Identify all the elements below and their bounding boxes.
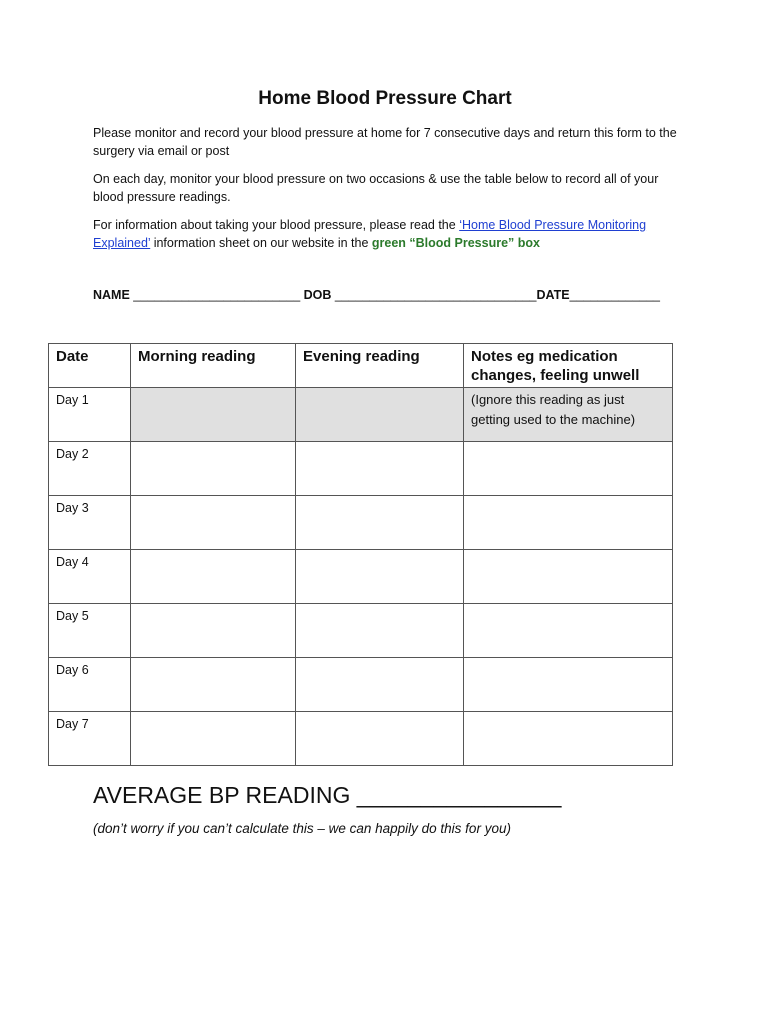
day-label: Day 2 [49,442,131,496]
notes-cell[interactable] [464,604,673,658]
dob-field[interactable]: _____________________________ [334,288,537,302]
day-label: Day 1 [49,388,131,442]
evening-reading-cell[interactable] [296,550,464,604]
table-header-row [49,344,673,388]
evening-reading-cell[interactable] [296,442,464,496]
table-row [49,550,673,604]
name-field[interactable]: ________________________ [133,288,301,302]
day-label: Day 5 [49,604,131,658]
morning-reading-cell[interactable] [131,550,296,604]
evening-reading-cell[interactable] [296,496,464,550]
morning-reading-cell[interactable] [131,712,296,766]
table-row [49,658,673,712]
notes-cell[interactable]: (Ignore this reading as just getting used to the machine) [464,388,673,442]
green-box-text: green “Blood Pressure” box [371,236,540,250]
intro-3-text-before: For information about taking your blood pressure, please read the [93,218,460,232]
patient-details-line [93,288,693,302]
average-bp-reading-field[interactable]: AVERAGE BP READING ________________ [93,782,562,808]
header-notes: Notes eg medication changes, feeling unwell [464,344,673,388]
notes-cell[interactable] [464,712,673,766]
average-note: (don’t worry if you can’t calculate this – we can happily do this for you) [93,821,511,836]
table-row [49,442,673,496]
evening-reading-cell[interactable] [296,604,464,658]
blood-pressure-table [48,343,673,766]
header-evening-reading: Evening reading [296,344,464,388]
morning-reading-cell[interactable] [131,388,296,442]
table-row [49,496,673,550]
evening-reading-cell[interactable] [296,388,464,442]
notes-cell[interactable] [464,658,673,712]
morning-reading-cell[interactable] [131,442,296,496]
day-label: Day 6 [49,658,131,712]
header-morning-reading: Morning reading [131,344,296,388]
table-row [49,604,673,658]
notes-cell[interactable] [464,496,673,550]
dob-label: DOB [303,288,332,302]
intro-paragraph-2: On each day, monitor your blood pressure on two occasions & use the table below to record all of your blood pressure readings. [93,172,659,204]
notes-cell[interactable] [464,442,673,496]
day-label: Day 3 [49,496,131,550]
date-label: DATE [536,288,570,302]
morning-reading-cell[interactable] [131,604,296,658]
morning-reading-cell[interactable] [131,658,296,712]
page-title: Home Blood Pressure Chart [258,88,512,109]
day-label: Day 4 [49,550,131,604]
morning-reading-cell[interactable] [131,496,296,550]
header-date: Date [49,344,131,388]
intro-3-text-middle: information sheet on our website in the [150,236,372,250]
day-label: Day 7 [49,712,131,766]
name-label: NAME [93,288,130,302]
date-field[interactable]: _____________ [569,288,660,302]
intro-paragraph-1: Please monitor and record your blood pressure at home for 7 consecutive days and return this form to the surgery via email or post [93,126,677,158]
table-row [49,712,673,766]
table-row [49,388,673,442]
info-sheet-link[interactable]: ‘Home Blood Pressure Monitoring Explained’ [93,218,647,250]
evening-reading-cell[interactable] [296,658,464,712]
intro-paragraph-3 [93,216,683,252]
evening-reading-cell[interactable] [296,712,464,766]
notes-cell[interactable] [464,550,673,604]
